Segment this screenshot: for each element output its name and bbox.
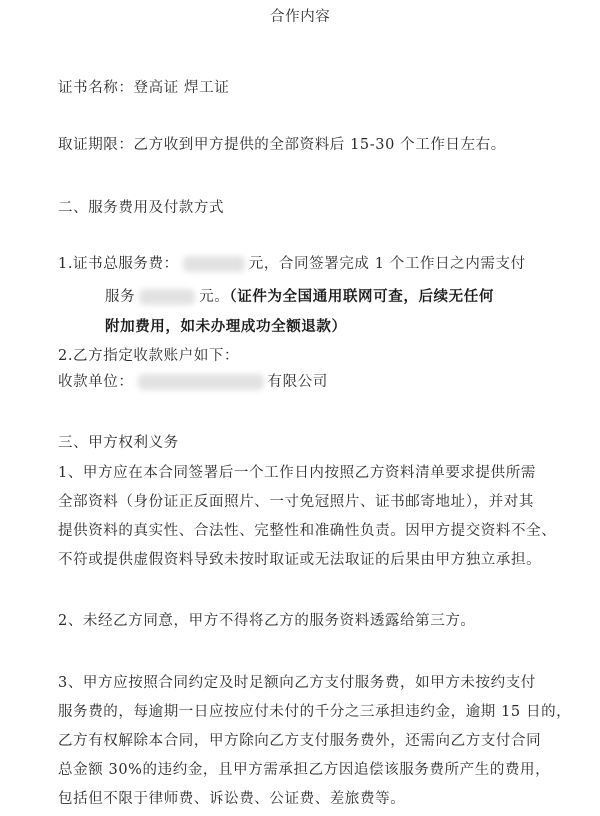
fee-line-2: 服务 元。（证件为全国通用联网可查，后续无任何: [105, 288, 494, 305]
redacted-fee-amount: [183, 256, 245, 272]
payee-line: 收款单位： 有限公司: [58, 374, 328, 390]
fee-note-continued: 附加费用，如未办理成功全额退款）: [105, 318, 347, 335]
account-heading: 2.乙方指定收款账户如下：: [58, 348, 240, 364]
clause3-line4: 总金额 30%的违约金，且甲方需承担乙方因追偿该服务费所产生的费用，: [58, 762, 551, 778]
section-fees-heading: 二、服务费用及付款方式: [58, 200, 225, 216]
clause3-line5: 包括但不限于律师费、诉讼费、公证费、差旅费等。: [58, 791, 406, 807]
clause1-line2: 全部资料（身份证正反面照片、一寸免冠照片、证书邮寄地址），并对其: [58, 494, 534, 510]
clause1-line4: 不符或提供虚假资料导致未按时取证或无法取证的后果由甲方独立承担。: [58, 552, 542, 568]
clause3-line1: 3、甲方应按照合同约定及时足额向乙方支付服务费，如甲方未按约支付: [58, 675, 536, 691]
fee-line-1: 1.证书总服务费： 元，合同签署完成 1 个工作日之内需支付: [58, 256, 526, 272]
redacted-service-amount: [139, 289, 195, 305]
clause1-line1: 1、甲方应在本合同签署后一个工作日内按照乙方资料清单要求提供所需: [58, 465, 536, 481]
clause1-line3: 提供资料的真实性、合法性、完整性和准确性负责。因甲方提交资料不全、: [58, 523, 557, 539]
clause3-line2: 服务费的，每逾期一日应按应付未付的千分之三承担违约金，逾期 15 日的，: [58, 704, 572, 720]
page-title: 合作内容: [270, 9, 331, 25]
clause3-line3: 乙方有权解除本合同，甲方除向乙方支付服务费外，还需向乙方支付合同: [58, 733, 542, 749]
certificate-period: 取证期限：乙方收到甲方提供的全部资料后 15-30 个工作日左右。: [58, 137, 506, 153]
clause2-line1: 2、未经乙方同意，甲方不得将乙方的服务资料透露给第三方。: [58, 613, 476, 629]
certificate-name: 证书名称：登高证 焊工证: [58, 80, 230, 96]
section-rights-heading: 三、甲方权利义务: [58, 435, 179, 451]
redacted-payee-name: [138, 374, 264, 390]
